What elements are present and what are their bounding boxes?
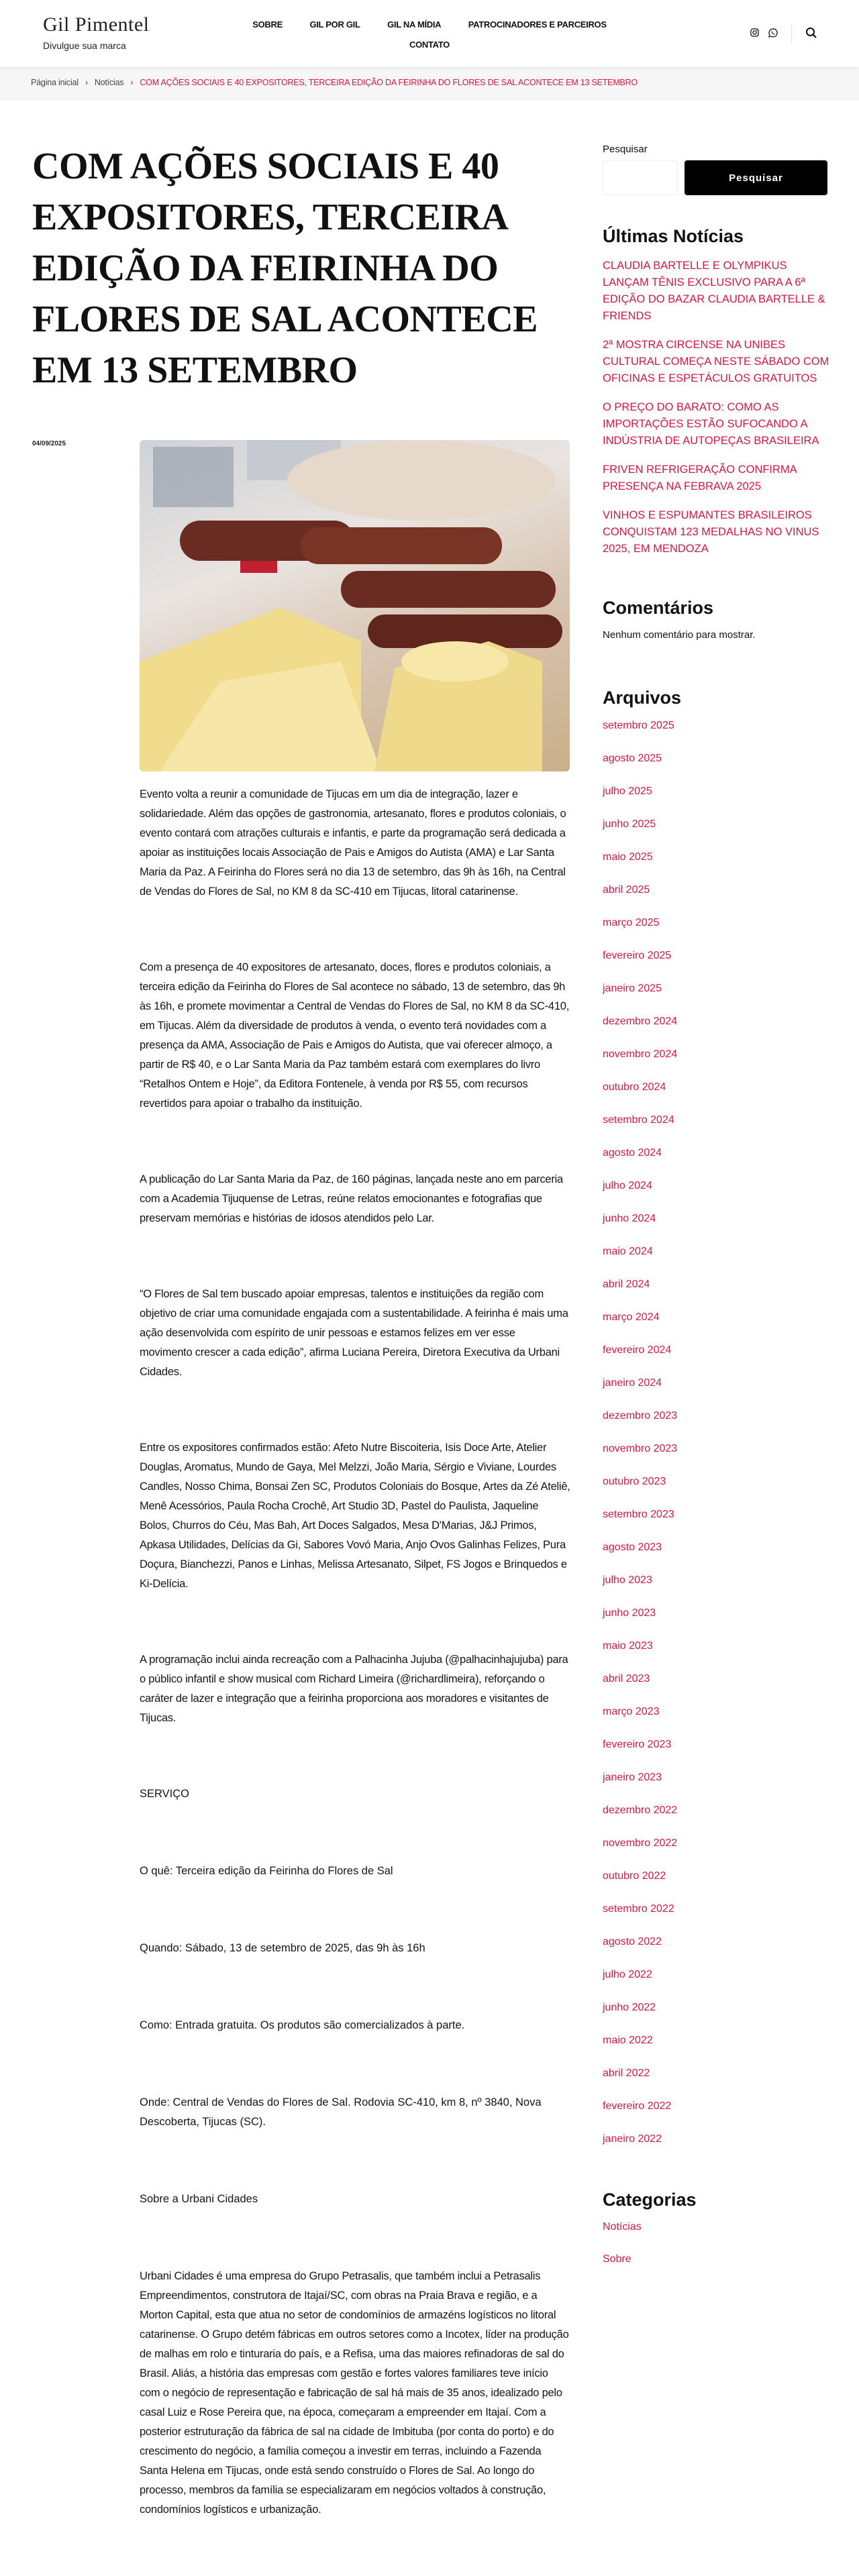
category-link[interactable]: Sobre <box>603 2253 631 2265</box>
archive-link[interactable]: outubro 2024 <box>603 1081 666 1093</box>
service-how: Como: Entrada gratuita. Os produtos são comercializados à parte. <box>140 2019 465 2031</box>
site-header <box>0 0 859 67</box>
archive-link[interactable]: outubro 2023 <box>603 1476 666 1487</box>
breadcrumb-category[interactable]: Notícias <box>94 78 124 87</box>
archive-link[interactable]: setembro 2024 <box>603 1114 674 1126</box>
categories-list <box>603 2221 831 2286</box>
archive-link[interactable]: agosto 2022 <box>603 1936 662 1947</box>
chevron-right-icon: › <box>85 78 88 87</box>
category-link[interactable]: Notícias <box>603 2221 642 2233</box>
news-link[interactable]: CLAUDIA BARTELLE E OLYMPIKUS LANÇAM TÊNIS EXCLUSIVO PARA A 6ª EDIÇÃO DO BAZAR CLAUDIA BARTELLE & FRIENDS <box>603 260 825 322</box>
archive-link[interactable]: fevereiro 2024 <box>603 1344 672 1356</box>
archive-link[interactable]: dezembro 2022 <box>603 1805 678 1816</box>
archive-link[interactable]: dezembro 2023 <box>603 1410 678 1421</box>
archive-link[interactable]: junho 2024 <box>603 1213 656 1224</box>
service-when: Quando: Sábado, 13 de setembro de 2025, das 9h às 16h <box>140 1942 425 1954</box>
sidebar <box>603 144 831 2286</box>
archives-heading: Arquivos <box>603 688 682 708</box>
news-link[interactable]: 2ª MOSTRA CIRCENSE NA UNIBES CULTURAL COMEÇA NESTE SÁBADO COM OFICINAS E ESPETÁCULOS GRATUITOS <box>603 339 829 384</box>
archive-link[interactable]: março 2023 <box>603 1706 660 1717</box>
chevron-right-icon: › <box>130 78 134 87</box>
archive-link[interactable]: dezembro 2024 <box>603 1016 678 1027</box>
latest-news-heading: Últimas Notícias <box>603 226 744 246</box>
archive-link[interactable]: novembro 2024 <box>603 1049 678 1060</box>
archive-link[interactable]: abril 2022 <box>603 2068 650 2079</box>
archives-list <box>603 719 831 2165</box>
nav-contato[interactable]: CONTATO <box>409 40 450 50</box>
archive-link[interactable]: julho 2025 <box>603 786 652 797</box>
nav-patrocinadores[interactable]: PATROCINADORES E PARCEIROS <box>468 19 607 30</box>
archive-link[interactable]: novembro 2023 <box>603 1443 678 1454</box>
nav-gil-por-gil[interactable]: GIL POR GIL <box>309 19 360 30</box>
article-paragraph: Entre os expositores confirmados estão: Afeto Nutre Biscoiteria, Isis Doce Arte, Atelier Douglas, Aromatus, Mundo de Gaya, Mel Melzzi, João Maria, Sérgio e Viviane, Lourdes Candles, Nosso Chima, Bonsai Zen SC, Produtos Coloniais do Bosque, Artes da Zé Ateliê, Menê Acessórios, Paula Rocha Crochê, Art Studio 3D, Pastel do Paulista, Jaqueline Bolos, Churros do Céu, Mas Bah, Art Doces Salgados, Mesa D'Marias, J&J Primos, Apkasa Utilidades, Delícias da Gi, Sabores Vovó Maria, Anjo Ovos Galinhas Felizes, Pura Doçura, Bianchezzi, Panos e Linhas, Melissa Artesanato, Silpet, FS Jogos e Brinquedos e Ki-Delícia. <box>140 1442 570 1590</box>
service-heading: SERVIÇO <box>140 1788 189 1800</box>
archive-link[interactable]: maio 2025 <box>603 851 653 863</box>
search-button[interactable]: Pesquisar <box>685 160 827 195</box>
breadcrumb <box>31 78 638 87</box>
article-paragraph: Com a presença de 40 expositores de artesanato, doces, flores e produtos coloniais, a terceira edição da Feirinha do Flores de Sal acontece no sábado, 13 de setembro, das 9h às 16h, e promete movimentar a Central de Vendas do Flores de Sal, no KM 8 da SC-410, em Tijucas. Além da diversidade de produtos à venda, o evento terá novidades com a presença da AMA, Associação de Pais e Amigos do Autista, que vai oferecer almoço, a partir de R$ 40, e o Lar Santa Maria da Paz também estará com exemplares do livro “Retalhos Ontem e Hoje”, da Editora Fontenele, à venda por R$ 55, com recursos revertidos para apoiar o trabalho da instituição. <box>140 961 570 1110</box>
whatsapp-icon[interactable] <box>768 28 778 41</box>
main-nav <box>228 15 631 55</box>
archive-link[interactable]: outubro 2022 <box>603 1870 666 1882</box>
archive-link[interactable]: janeiro 2025 <box>603 983 662 994</box>
archive-link[interactable]: setembro 2023 <box>603 1509 674 1520</box>
about-heading: Sobre a Urbani Cidades <box>140 2193 258 2205</box>
search-icon[interactable] <box>805 27 817 42</box>
archive-link[interactable]: fevereiro 2025 <box>603 950 672 961</box>
nav-sobre[interactable]: SOBRE <box>252 19 283 30</box>
archive-link[interactable]: janeiro 2023 <box>603 1772 662 1783</box>
archive-link[interactable]: junho 2023 <box>603 1607 656 1619</box>
search-label: Pesquisar <box>603 144 648 155</box>
latest-news-list <box>603 258 831 557</box>
archive-link[interactable]: abril 2024 <box>603 1279 650 1290</box>
archive-link[interactable]: julho 2024 <box>603 1180 652 1191</box>
article-date: 04/09/2025 <box>32 440 66 447</box>
breadcrumb-current: COM AÇÕES SOCIAIS E 40 EXPOSITORES, TERCEIRA EDIÇÃO DA FEIRINHA DO FLORES DE SAL ACONTECE EM 13 SETEMBRO <box>140 78 638 87</box>
article-paragraph: A programação inclui ainda recreação com a Palhacinha Jujuba (@palhacinhajujuba) para o público infantil e show musical com Richard Limeira (@richardlimeira), reforçando o caráter de lazer e integração que a feirinha proporciona aos moradores e visitantes de Tijucas. <box>140 1654 568 1724</box>
categories-heading: Categorias <box>603 2190 697 2210</box>
article-paragraph: “O Flores de Sal tem buscado apoiar empresas, talentos e instituições da região com objetivo de criar uma comunidade engajada com a sustentabilidade. A feirinha é mais uma ação desenvolvida com espírito de unir pessoas e estamos felizes em ver esse movimento crescer a cada edição”, afirma Luciana Pereira, Diretora Executiva da Urbani Cidades. <box>140 1288 568 1378</box>
archive-link[interactable]: março 2024 <box>603 1311 660 1323</box>
archive-link[interactable]: julho 2023 <box>603 1574 652 1586</box>
archive-link[interactable]: abril 2023 <box>603 1673 650 1684</box>
search-input[interactable] <box>603 160 678 195</box>
archive-link[interactable]: fevereiro 2022 <box>603 2100 672 2112</box>
archive-link[interactable]: setembro 2022 <box>603 1903 674 1915</box>
archive-link[interactable]: junho 2025 <box>603 818 656 830</box>
archive-link[interactable]: agosto 2023 <box>603 1542 662 1553</box>
news-link[interactable]: O PREÇO DO BARATO: COMO AS IMPORTAÇÕES ESTÃO SUFOCANDO A INDÚSTRIA DE AUTOPEÇAS BRASILEIRA <box>603 401 819 447</box>
instagram-icon[interactable] <box>750 28 759 40</box>
comments-heading: Comentários <box>603 598 714 618</box>
archive-link[interactable]: julho 2022 <box>603 1969 652 1980</box>
news-link[interactable]: VINHOS E ESPUMANTES BRASILEIROS CONQUISTAM 123 MEDALHAS NO VINUS 2025, EM MENDOZA <box>603 509 819 555</box>
service-what: O quê: Terceira edição da Feirinha do Flores de Sal <box>140 1865 393 1877</box>
archive-link[interactable]: abril 2025 <box>603 884 650 896</box>
archive-link[interactable]: agosto 2024 <box>603 1147 662 1159</box>
divider <box>791 24 792 44</box>
archive-link[interactable]: janeiro 2024 <box>603 1377 662 1389</box>
archive-link[interactable]: junho 2022 <box>603 2002 656 2013</box>
archive-link[interactable]: agosto 2025 <box>603 753 662 764</box>
archive-link[interactable]: março 2025 <box>603 917 660 928</box>
nav-gil-na-midia[interactable]: GIL NA MÍDIA <box>387 19 442 30</box>
archive-link[interactable]: novembro 2022 <box>603 1837 678 1849</box>
article-image <box>140 440 570 771</box>
service-where: Onde: Central de Vendas do Flores de Sal. Rodovia SC-410, km 8, nº 3840, Nova Descoberta, Tijucas (SC). <box>140 2096 542 2128</box>
archive-link[interactable]: setembro 2025 <box>603 720 674 731</box>
site-logo[interactable]: Gil Pimentel <box>43 13 150 36</box>
archive-link[interactable]: maio 2022 <box>603 2035 653 2046</box>
archive-link[interactable]: maio 2024 <box>603 1246 653 1257</box>
archive-link[interactable]: janeiro 2022 <box>603 2133 662 2145</box>
archive-link[interactable]: fevereiro 2023 <box>603 1739 672 1750</box>
about-paragraph: Urbani Cidades é uma empresa do Grupo Petrasalis, que também inclui a Petrasalis Empreendimentos, construtora de Itajaí/SC, com obras na Praia Brava e região, e a Morton Capital, esta que atua no setor de condomínios de armazéns logísticos no litoral catarinense. O Grupo detém fábricas em outros setores como a Incotex, líder na produção de malhas em rolo e tinturaria do país, e a Refisa, uma das maiores refinadoras de sal do Brasil. Aliás, a história das empresas com gestão e fortes valores familiares teve início com o negócio de representação e fabricação de sal há mais de 35 anos, idealizado pelo casal Luiz e Rose Pereira que, na época, começaram a empreender em Itajaí. Com a posterior estruturação da fábrica de sal na cidade de Imbituba (por conta do porto) e do crescimento do negócio, a família começou a investir em terras, incluindo a Fazenda Santa Helena em Tijucas, onde está sendo construído o Flores de Sal. Ao longo do processo, membros da família se especializaram em negócios voltados à construção, condomínios logísticos e urbanização. <box>140 2270 569 2516</box>
archive-link[interactable]: maio 2023 <box>603 1640 653 1652</box>
article-body <box>140 785 570 2576</box>
article-paragraph: Evento volta a reunir a comunidade de Tijucas em um dia de integração, lazer e solidariedade. Além das opções de gastronomia, artesanato, flores e produtos coloniais, o evento contará com atrações culturais e infantis, e parte da programação será dedicada a apoiar as instituições locais Associação de Pais e Amigos do Autista (AMA) e Lar Santa Maria da Paz. A Feirinha do Flores será no dia 13 de setembro, das 9h às 16h, na Central de Vendas do Flores de Sal, no KM 8 da SC-410 em Tijucas, litoral catarinense. <box>140 788 566 898</box>
article-paragraph: A publicação do Lar Santa Maria da Paz, de 160 páginas, lançada neste ano em parceria com a Academia Tijuquense de Letras, reúne relatos emocionantes e fotografias que preservam memórias e histórias de idosos atendidos pelo Lar. <box>140 1173 563 1224</box>
breadcrumb-home[interactable]: Página inicial <box>31 78 79 87</box>
comments-empty: Nenhum comentário para mostrar. <box>603 629 756 641</box>
site-tagline: Divulgue sua marca <box>43 40 126 51</box>
article-title: COM AÇÕES SOCIAIS E 40 EXPOSITORES, TERCEIRA EDIÇÃO DA FEIRINHA DO FLORES DE SAL ACONTECE EM 13 SETEMBRO <box>32 146 538 391</box>
news-link[interactable]: FRIVEN REFRIGERAÇÃO CONFIRMA PRESENÇA NA FEBRAVA 2025 <box>603 464 797 492</box>
